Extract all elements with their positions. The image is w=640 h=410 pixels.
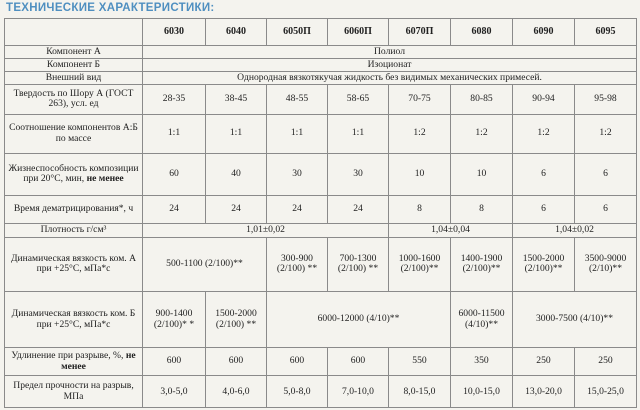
cell-value: 58-65 [328,85,389,114]
row-label: Динамическая вязкость ком. Б при +25°С, мПа*с [5,292,143,348]
cell-value: 38-45 [206,85,267,114]
row-label: Время дематрицирования*, ч [5,195,143,223]
cell-value: 8 [389,195,451,223]
cell-value: 300-900 (2/100) ** [267,237,328,292]
cell-value: Полиол [143,46,637,59]
row-label [5,153,143,195]
row-density [5,223,637,237]
row-label: Компонент Б [5,58,143,71]
cell-value: 1:1 [143,114,206,153]
row-label [5,347,143,375]
page-heading: ТЕХНИЧЕСКИЕ ХАРАКТЕРИСТИКИ: [6,2,215,14]
row-component-a [5,46,637,59]
cell-value: 600 [328,347,389,375]
cell-value: 600 [143,347,206,375]
row-appearance [5,71,637,85]
cell-value: 6 [575,153,637,195]
cell-value: 1:1 [267,114,328,153]
cell-value: 90-94 [513,85,575,114]
row-label-main: Жизнеспособность композиции при 20°С, мин, [8,162,139,185]
row-label-emphasis: не менее [61,350,136,372]
row-component-b [5,58,637,71]
cell-value: 1:2 [513,114,575,153]
cell-value: 15,0-25,0 [575,376,637,408]
cell-value: 550 [389,347,451,375]
cell-value: 3,0-5,0 [143,376,206,408]
cell-value: 1500-2000 (2/100)** [513,237,575,292]
cell-value: 30 [328,153,389,195]
cell-value: 1,04±0,02 [513,223,637,237]
row-label: Плотность г/см³ [5,223,143,237]
cell-value: 700-1300 (2/100) ** [328,237,389,292]
header-empty-cell [5,19,143,46]
cell-value: 6 [513,153,575,195]
row-elongation [5,347,637,375]
cell-value: 3000-7500 (4/10)** [513,292,637,348]
cell-value: 10,0-15,0 [451,376,513,408]
grade-header: 6080 [451,19,513,46]
cell-value: 1400-1900 (2/100)** [451,237,513,292]
cell-value: 24 [267,195,328,223]
grade-header: 6090 [513,19,575,46]
grade-header: 6060П [328,19,389,46]
cell-value: 60 [143,153,206,195]
cell-value: 24 [328,195,389,223]
row-label-main: Удлинение при разрыве, %, [11,350,124,362]
cell-value: 10 [451,153,513,195]
cell-value: 1:1 [328,114,389,153]
grade-header: 6070П [389,19,451,46]
cell-value: 1:2 [389,114,451,153]
cell-value: 1,04±0,04 [389,223,513,237]
cell-value: 6000-12000 (4/10)** [267,292,451,348]
cell-value: 5,0-8,0 [267,376,328,408]
row-label: Динамическая вязкость ком. А при +25°С, мПа*с [5,237,143,292]
cell-value: 250 [513,347,575,375]
row-label: Внешний вид [5,71,143,85]
cell-value: 24 [143,195,206,223]
cell-value: 1,01±0,02 [143,223,389,237]
row-label: Предел прочности на разрыв, МПа [5,376,143,408]
grade-header: 6050П [267,19,328,46]
grade-header: 6030 [143,19,206,46]
cell-value: Однородная вязкотякучая жидкость без видимых механических примесей. [143,71,637,85]
cell-value: Изоционат [143,58,637,71]
row-tensile-strength [5,376,637,408]
cell-value: 7,0-10,0 [328,376,389,408]
cell-value: 13,0-20,0 [513,376,575,408]
cell-value: 8,0-15,0 [389,376,451,408]
cell-value: 1:2 [575,114,637,153]
cell-value: 24 [206,195,267,223]
cell-value: 4,0-6,0 [206,376,267,408]
row-ratio [5,114,637,153]
cell-value: 40 [206,153,267,195]
row-label: Твердость по Шору А (ГОСТ 263), усл. ед [5,85,143,114]
row-pot-life [5,153,637,195]
cell-value: 48-55 [267,85,328,114]
cell-value: 8 [451,195,513,223]
row-label: Компонент А [5,46,143,59]
row-viscosity-b [5,292,637,348]
row-viscosity-a [5,237,637,292]
cell-value: 500-1100 (2/100)** [143,237,267,292]
row-label: Соотношение компонентов А:Б по массе [5,114,143,153]
specs-table [4,18,637,408]
cell-value: 1:2 [451,114,513,153]
grade-header: 6095 [575,19,637,46]
cell-value: 6 [575,195,637,223]
cell-value: 1:1 [206,114,267,153]
cell-value: 70-75 [389,85,451,114]
cell-value: 1000-1600 (2/100)** [389,237,451,292]
cell-value: 30 [267,153,328,195]
cell-value: 600 [267,347,328,375]
cell-value: 6000-11500 (4/10)** [451,292,513,348]
cell-value: 80-85 [451,85,513,114]
cell-value: 28-35 [143,85,206,114]
cell-value: 95-98 [575,85,637,114]
header-row [5,19,637,46]
cell-value: 350 [451,347,513,375]
cell-value: 900-1400 (2/100)* * [143,292,206,348]
grade-header: 6040 [206,19,267,46]
cell-value: 6 [513,195,575,223]
cell-value: 250 [575,347,637,375]
cell-value: 600 [206,347,267,375]
cell-value: 3500-9000 (2/10)** [575,237,637,292]
row-demold-time [5,195,637,223]
cell-value: 10 [389,153,451,195]
row-hardness [5,85,637,114]
cell-value: 1500-2000 (2/100) ** [206,292,267,348]
row-label-emphasis: не менее [86,173,124,185]
